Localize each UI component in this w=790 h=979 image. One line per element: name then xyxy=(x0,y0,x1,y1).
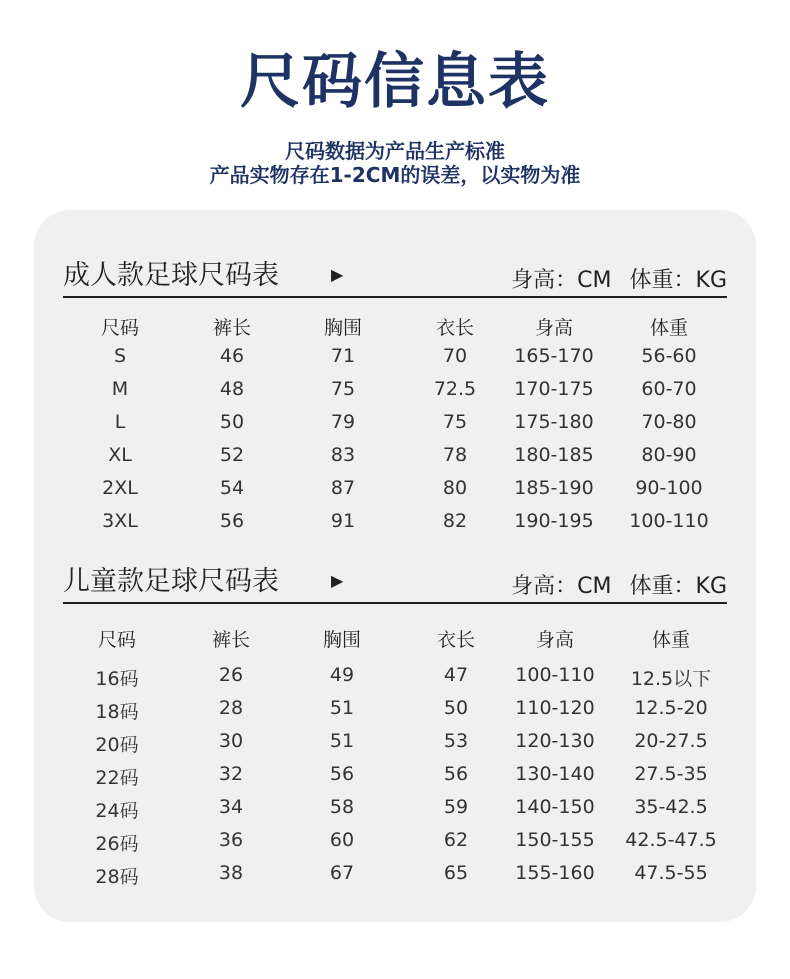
table-cell: 80 xyxy=(442,477,468,499)
table-row xyxy=(0,796,790,829)
table-cell: 180-185 xyxy=(514,444,594,466)
kids-section-header xyxy=(63,562,727,604)
table-cell: 51 xyxy=(329,697,355,719)
table-cell: 28码 xyxy=(95,866,139,888)
table-cell: 58 xyxy=(329,796,355,818)
table-cell: 67 xyxy=(329,862,355,884)
table-cell: 50 xyxy=(443,697,469,719)
table-row xyxy=(0,763,790,796)
table-cell: 83 xyxy=(330,444,356,466)
kids-units xyxy=(511,569,727,600)
table-cell: 18码 xyxy=(95,701,139,723)
table-cell: 22码 xyxy=(95,767,139,789)
table-cell: 26码 xyxy=(95,833,139,855)
table-cell: 120-130 xyxy=(515,730,595,752)
table-row xyxy=(0,697,790,730)
subtitle-line-1: 尺码数据为产品生产标准 xyxy=(285,139,505,163)
table-cell: 87 xyxy=(330,477,356,499)
weight-unit: 体重：KG xyxy=(629,268,727,293)
height-unit: 身高：CM xyxy=(511,268,612,293)
table-cell: XL xyxy=(108,444,132,466)
table-cell: 28 xyxy=(218,697,244,719)
table-row xyxy=(0,730,790,763)
table-cell: 155-160 xyxy=(515,862,595,884)
table-cell: 91 xyxy=(330,510,356,532)
table-cell: 100-110 xyxy=(515,664,595,686)
table-header-row xyxy=(0,313,790,346)
table-row xyxy=(0,862,790,895)
table-cell: 53 xyxy=(443,730,469,752)
table-cell: 56-60 xyxy=(641,345,697,367)
page-title: 尺码信息表 xyxy=(240,47,550,117)
table-cell: 190-195 xyxy=(514,510,594,532)
table-cell: 60 xyxy=(329,829,355,851)
table-cell: 32 xyxy=(218,763,244,785)
column-header: 身高 xyxy=(534,317,573,339)
kids-section-title: 儿童款足球尺码表 xyxy=(63,566,279,597)
table-cell: 60-70 xyxy=(641,378,697,400)
table-row xyxy=(0,510,790,543)
table-cell: 72.5 xyxy=(433,378,477,400)
table-cell: 3XL xyxy=(102,510,138,532)
table-cell: 12.5-20 xyxy=(634,697,708,719)
table-cell: 36 xyxy=(218,829,244,851)
table-cell: 47 xyxy=(443,664,469,686)
table-cell: 34 xyxy=(218,796,244,818)
table-cell: 49 xyxy=(329,664,355,686)
table-cell: 82 xyxy=(442,510,468,532)
table-cell: 56 xyxy=(329,763,355,785)
table-cell: M xyxy=(111,378,129,400)
table-cell: 24码 xyxy=(95,800,139,822)
column-header: 体重 xyxy=(651,629,690,651)
table-cell: 165-170 xyxy=(514,345,594,367)
table-cell: 48 xyxy=(219,378,245,400)
table-cell: 50 xyxy=(219,411,245,433)
table-cell: 35-42.5 xyxy=(634,796,708,818)
adult-section-header xyxy=(63,256,727,298)
table-row xyxy=(0,411,790,444)
column-header: 尺码 xyxy=(97,629,136,651)
table-cell: 52 xyxy=(219,444,245,466)
table-cell: 27.5-35 xyxy=(634,763,708,785)
column-header: 体重 xyxy=(649,317,688,339)
table-cell: 70-80 xyxy=(641,411,697,433)
adult-units xyxy=(511,263,727,294)
table-cell: 75 xyxy=(442,411,468,433)
adult-section-title: 成人款足球尺码表 xyxy=(63,260,279,291)
column-header: 裤长 xyxy=(212,317,251,339)
column-header: 衣长 xyxy=(436,629,475,651)
table-cell: 51 xyxy=(329,730,355,752)
weight-unit: 体重：KG xyxy=(629,574,727,599)
table-cell: 79 xyxy=(330,411,356,433)
play-arrow-icon: ▶ xyxy=(331,571,344,590)
table-cell: 56 xyxy=(219,510,245,532)
table-cell: 47.5-55 xyxy=(634,862,708,884)
table-cell: 65 xyxy=(443,862,469,884)
table-cell: 59 xyxy=(443,796,469,818)
table-cell: 42.5-47.5 xyxy=(625,829,717,851)
table-header-row xyxy=(0,625,790,658)
height-unit: 身高：CM xyxy=(511,574,612,599)
column-header: 胸围 xyxy=(322,629,361,651)
table-cell: 26 xyxy=(218,664,244,686)
table-cell: 46 xyxy=(219,345,245,367)
table-cell: 110-120 xyxy=(515,697,595,719)
table-cell: 20码 xyxy=(95,734,139,756)
table-cell: 2XL xyxy=(102,477,138,499)
table-row xyxy=(0,664,790,697)
table-cell: 170-175 xyxy=(514,378,594,400)
column-header: 尺码 xyxy=(100,317,139,339)
table-cell: 54 xyxy=(219,477,245,499)
table-row xyxy=(0,378,790,411)
column-header: 身高 xyxy=(535,629,574,651)
table-cell: 38 xyxy=(218,862,244,884)
table-cell: L xyxy=(114,411,126,433)
table-cell: S xyxy=(113,345,127,367)
table-cell: 130-140 xyxy=(515,763,595,785)
table-cell: 175-180 xyxy=(514,411,594,433)
play-arrow-icon: ▶ xyxy=(331,265,344,284)
table-cell: 56 xyxy=(443,763,469,785)
table-cell: 100-110 xyxy=(629,510,709,532)
table-cell: 70 xyxy=(442,345,468,367)
table-cell: 16码 xyxy=(95,668,139,690)
table-cell: 140-150 xyxy=(515,796,595,818)
table-cell: 80-90 xyxy=(641,444,697,466)
column-header: 衣长 xyxy=(435,317,474,339)
table-cell: 20-27.5 xyxy=(634,730,708,752)
table-cell: 71 xyxy=(330,345,356,367)
column-header: 裤长 xyxy=(211,629,250,651)
subtitle-line-2: 产品实物存在1-2CM的误差，以实物为准 xyxy=(209,163,581,187)
table-row xyxy=(0,477,790,510)
table-cell: 185-190 xyxy=(514,477,594,499)
table-cell: 90-100 xyxy=(635,477,703,499)
table-row xyxy=(0,345,790,378)
table-row xyxy=(0,829,790,862)
table-cell: 62 xyxy=(443,829,469,851)
table-cell: 78 xyxy=(442,444,468,466)
table-cell: 30 xyxy=(218,730,244,752)
table-cell: 75 xyxy=(330,378,356,400)
table-cell: 12.5以下 xyxy=(630,668,712,690)
column-header: 胸围 xyxy=(323,317,362,339)
table-row xyxy=(0,444,790,477)
table-cell: 150-155 xyxy=(515,829,595,851)
